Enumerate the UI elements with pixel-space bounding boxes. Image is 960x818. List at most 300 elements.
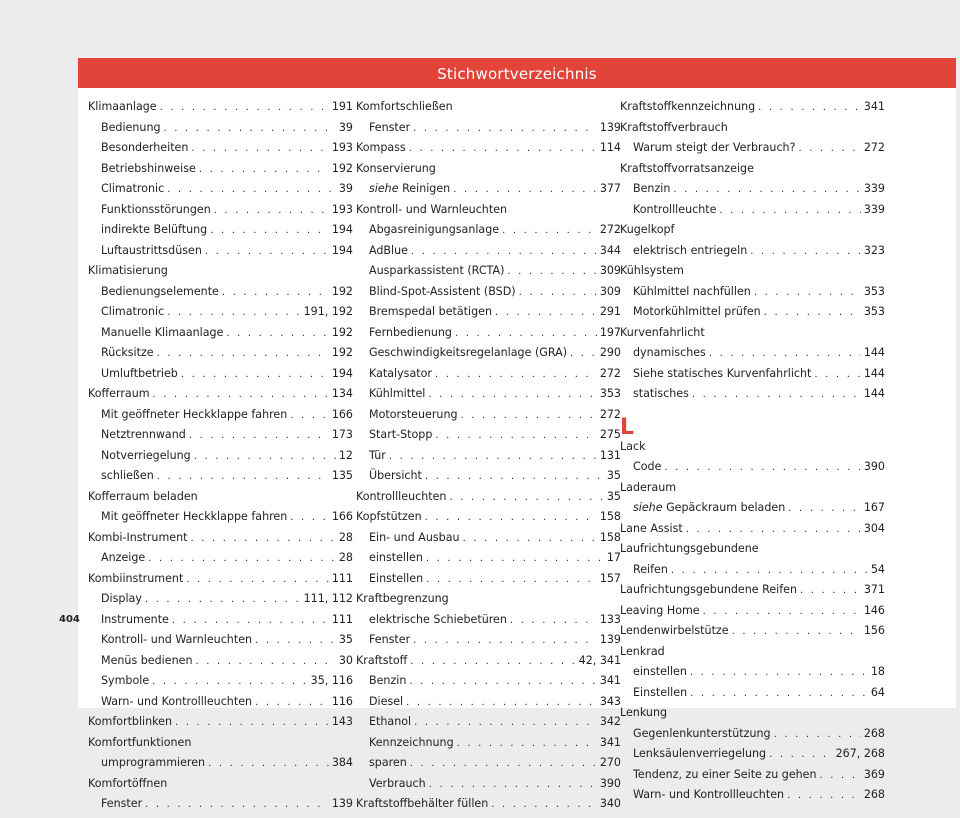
page-reference: 353	[863, 284, 885, 298]
entry-text: Katalysator	[369, 366, 432, 380]
page-reference: 290	[599, 346, 621, 359]
index-subentry	[356, 449, 621, 470]
entry-label	[101, 223, 207, 236]
page-reference: 139	[599, 120, 621, 134]
dot-leader	[425, 512, 597, 523]
dot-leader	[413, 123, 597, 134]
entry-text: Reifen	[633, 562, 668, 576]
dot-leader	[191, 143, 328, 154]
entry-text: Kurvenfahrlicht	[620, 325, 705, 339]
entry-text: Ein- und Ausbau	[369, 530, 460, 544]
index-entry	[88, 777, 353, 798]
dot-leader	[435, 430, 596, 441]
entry-text: Komfortblinken	[88, 715, 173, 728]
dot-leader	[690, 688, 868, 699]
index-entry	[88, 736, 353, 757]
entry-label	[101, 141, 188, 154]
entry-label	[633, 387, 689, 400]
index-entry	[620, 100, 885, 121]
entry-text: Mit geöffneter Heckklappe fahren	[101, 510, 288, 523]
page-reference: 12	[338, 448, 353, 462]
page-reference: 156	[863, 624, 885, 637]
dot-leader	[692, 389, 861, 400]
page-header	[78, 58, 956, 88]
page-reference: 272	[599, 223, 621, 236]
index-subentry	[88, 285, 353, 306]
dot-leader	[754, 287, 861, 298]
page-reference: 39	[338, 182, 353, 195]
index-subentry	[356, 264, 621, 285]
index-column-3	[620, 100, 885, 809]
dot-leader	[389, 451, 597, 462]
entry-text: Besonderheiten	[101, 141, 189, 154]
entry-label	[369, 244, 408, 257]
entry-text: Kühlsystem	[620, 264, 684, 277]
page-reference: 267, 268	[835, 747, 885, 760]
dot-leader	[148, 553, 336, 564]
index-column-2	[356, 100, 621, 818]
dot-leader	[428, 389, 596, 400]
entry-text: Abgasreinigungsanlage	[369, 223, 500, 236]
entry-text: einstellen	[369, 551, 423, 564]
index-entry	[620, 121, 885, 142]
entry-label	[88, 715, 172, 728]
entry-text: Ausparkassistent (RCTA)	[369, 264, 505, 277]
entry-label	[369, 736, 454, 749]
entry-label	[633, 285, 751, 298]
page-reference: 144	[863, 346, 885, 359]
index-subentry	[620, 768, 885, 789]
page-reference: 309	[599, 284, 621, 298]
page-reference: 158	[599, 510, 621, 523]
entry-label	[369, 449, 386, 462]
entry-text: Tür	[369, 448, 386, 462]
entry-text: Lenkung	[620, 706, 668, 719]
index-subentry	[356, 613, 621, 634]
entry-label	[369, 387, 425, 400]
entry-label	[101, 182, 164, 195]
page-reference: 272	[599, 407, 621, 421]
dot-leader	[190, 533, 335, 544]
page-reference: 341	[599, 735, 621, 749]
dot-leader	[449, 492, 603, 503]
index-entry	[356, 100, 621, 121]
entry-label	[633, 686, 687, 699]
page-reference: 191	[331, 100, 353, 113]
index-entry	[356, 141, 621, 162]
page-reference: 111	[331, 571, 353, 585]
entry-text: Kontroll- und Warnleuchten	[356, 202, 508, 216]
index-entry	[620, 481, 885, 502]
page-reference: 116	[331, 694, 353, 708]
index-subentry	[356, 531, 621, 552]
entry-label	[101, 695, 252, 708]
entry-label	[356, 141, 406, 154]
entry-label	[369, 551, 423, 564]
page-reference: 272	[599, 366, 621, 380]
index-subentry	[88, 408, 353, 429]
entry-label	[356, 797, 488, 810]
index-subentry	[620, 305, 885, 326]
dot-leader	[208, 758, 329, 769]
entry-label	[101, 346, 154, 359]
page-reference: 275	[599, 428, 621, 441]
dot-leader	[461, 410, 597, 421]
dot-leader	[205, 246, 329, 257]
entry-label	[101, 797, 142, 810]
dot-leader	[210, 225, 329, 236]
entry-text: elektrische Schiebetüren	[369, 612, 507, 626]
dot-leader	[409, 143, 597, 154]
index-entry	[620, 645, 885, 666]
index-subentry	[88, 633, 353, 654]
index-entry	[620, 542, 885, 563]
page-reference: 390	[863, 460, 885, 473]
entry-label	[369, 715, 411, 728]
entry-text: Manuelle Klimaanlage	[101, 325, 224, 339]
entry-text: Fenster	[101, 797, 143, 810]
index-subentry	[88, 449, 353, 470]
entry-text: Start-Stopp	[369, 428, 433, 441]
dot-leader	[502, 225, 597, 236]
dot-leader	[425, 471, 604, 482]
index-subentry	[88, 244, 353, 265]
dot-leader	[758, 102, 861, 113]
dot-leader	[167, 307, 300, 318]
entry-text: Bedienungselemente	[101, 284, 219, 298]
page-reference: 344	[599, 243, 621, 257]
dot-leader	[410, 656, 575, 667]
index-subentry	[356, 326, 621, 347]
page-reference: 35	[606, 489, 621, 503]
index-entry	[88, 572, 353, 593]
page-reference: 173	[331, 428, 353, 441]
entry-label	[369, 121, 410, 134]
page-reference: 194	[331, 223, 353, 236]
entry-label	[356, 654, 407, 667]
dot-leader	[673, 184, 860, 195]
entry-text: Motorkühlmittel prüfen	[633, 305, 761, 318]
entry-label	[369, 633, 410, 646]
entry-label	[633, 141, 795, 154]
entry-label	[369, 777, 426, 790]
index-subentry	[620, 727, 885, 748]
entry-text: Lendenwirbelstütze	[620, 624, 729, 637]
dot-leader	[199, 164, 329, 175]
index-subentry	[88, 182, 353, 203]
index-subentry	[620, 244, 885, 265]
dot-leader	[255, 635, 336, 646]
entry-label	[633, 665, 687, 678]
entry-text: Gepäckraum beladen	[666, 501, 786, 514]
index-entry	[620, 604, 885, 625]
dot-leader	[769, 749, 833, 760]
section-letter: L	[620, 414, 635, 440]
page-reference: 384	[331, 756, 353, 769]
entry-text: Konservierung	[356, 161, 436, 175]
index-entry	[620, 223, 885, 244]
entry-label	[101, 551, 145, 564]
page-reference: 134	[331, 387, 353, 400]
entry-label	[101, 674, 149, 687]
entry-label	[101, 756, 205, 769]
entry-text: Netztrennwand	[101, 428, 186, 441]
page-reference: 143	[331, 715, 353, 728]
entry-label	[369, 695, 403, 708]
entry-label	[633, 182, 670, 195]
entry-text: Menüs bedienen	[101, 653, 193, 667]
entry-text: Laufrichtungsgebundene Reifen	[620, 583, 798, 596]
entry-label	[88, 777, 167, 790]
dot-leader	[426, 553, 604, 564]
index-subentry	[88, 203, 353, 224]
entry-text: Geschwindigkeitsregelanlage (GRA)	[369, 346, 568, 359]
index-entry	[620, 326, 885, 347]
dot-leader	[195, 656, 335, 667]
dot-leader	[690, 667, 868, 678]
entry-label	[369, 346, 567, 359]
page-reference: 17	[606, 551, 621, 564]
entry-text: Display	[101, 592, 142, 605]
page-reference: 193	[331, 202, 353, 216]
page-reference: 341	[599, 674, 621, 687]
entry-text: Verbrauch	[369, 776, 426, 790]
dot-leader	[194, 451, 336, 462]
index-subentry	[356, 346, 621, 367]
page-reference: 111, 112	[303, 592, 353, 605]
dot-leader	[507, 266, 596, 277]
index-entry	[620, 162, 885, 183]
entry-label	[101, 449, 191, 462]
entry-label	[369, 756, 407, 769]
entry-text: Lenksäulenverriegelung	[633, 747, 767, 760]
index-subentry	[620, 747, 885, 768]
entry-label	[101, 121, 161, 134]
entry-label	[101, 326, 223, 339]
dot-leader	[709, 348, 861, 359]
entry-text: Rücksitze	[101, 346, 154, 359]
dot-leader	[157, 471, 329, 482]
index-subentry	[356, 572, 621, 593]
index-subentry	[620, 686, 885, 707]
index-subentry	[356, 305, 621, 326]
page-reference: 377	[599, 182, 621, 195]
page-reference: 114	[599, 141, 621, 154]
index-entry	[620, 522, 885, 543]
page-reference: 309	[599, 264, 621, 277]
index-entry	[620, 264, 885, 285]
page-reference: 131	[599, 448, 621, 462]
entry-label	[101, 469, 154, 482]
dot-leader	[290, 410, 329, 421]
entry-label	[88, 264, 168, 277]
entry-text: Laufrichtungsgebundene	[620, 542, 759, 555]
index-entry	[88, 490, 353, 511]
entry-text: Mit geöffneter Heckklappe fahren	[101, 407, 288, 421]
entry-label	[88, 531, 187, 544]
index-subentry	[620, 203, 885, 224]
page-reference: 139	[331, 797, 353, 810]
entry-text: dynamisches	[633, 346, 706, 359]
entry-label	[101, 162, 196, 175]
dot-leader	[226, 328, 328, 339]
index-subentry	[88, 797, 353, 818]
index-subentry	[356, 387, 621, 408]
dot-leader	[214, 205, 329, 216]
index-entry	[620, 583, 885, 604]
entry-text: Kontroll- und Warnleuchten	[101, 633, 253, 646]
page-reference: 270	[599, 756, 621, 769]
entry-label	[620, 121, 728, 134]
entry-text: Warn- und Kontrollleuchten	[633, 788, 785, 801]
index-subentry	[88, 141, 353, 162]
dot-leader	[463, 533, 597, 544]
entry-label	[620, 624, 729, 637]
entry-text: Komfortfunktionen	[88, 735, 192, 749]
index-subentry	[88, 756, 353, 777]
page-reference: 192	[331, 161, 353, 175]
index-entry	[356, 510, 621, 531]
page-reference: 42, 341	[578, 653, 621, 667]
page-reference: 192	[331, 284, 353, 298]
entry-text: Funktionsstörungen	[101, 202, 211, 216]
page-reference: 139	[599, 633, 621, 646]
dot-leader	[457, 738, 597, 749]
index-entry	[88, 264, 353, 285]
entry-text: Kraftstoffvorratsanzeige	[620, 161, 754, 175]
index-subentry	[356, 182, 621, 203]
entry-label	[101, 305, 164, 318]
entry-label	[88, 490, 198, 503]
entry-label	[633, 305, 761, 318]
index-subentry	[88, 592, 353, 613]
page-reference: 291	[599, 305, 621, 318]
index-subentry	[88, 346, 353, 367]
dot-leader	[719, 205, 860, 216]
dot-leader	[414, 717, 597, 728]
entry-label	[369, 428, 432, 441]
page-reference: 341	[863, 100, 885, 113]
index-subentry	[88, 613, 353, 634]
dot-leader	[570, 348, 597, 359]
entry-text: Betriebshinweise	[101, 161, 196, 175]
dot-leader	[426, 574, 597, 585]
entry-label	[369, 264, 504, 277]
index-subentry	[356, 408, 621, 429]
entry-text: Laderaum	[620, 480, 677, 494]
page-reference: 268	[863, 726, 885, 740]
page-reference: 54	[870, 562, 885, 576]
dot-leader	[172, 615, 329, 626]
entry-text: Einstellen	[369, 571, 424, 585]
see-reference: siehe	[369, 182, 399, 195]
entry-text: Kontrollleuchte	[633, 202, 717, 216]
entry-text: Fenster	[369, 633, 411, 646]
index-subentry	[88, 469, 353, 490]
index-subentry	[356, 367, 621, 388]
index-entry	[356, 490, 621, 511]
entry-text: Luftaustrittsdüsen	[101, 243, 202, 257]
entry-text: Gegenlenkunterstützung	[633, 726, 771, 740]
index-subentry	[356, 756, 621, 777]
index-entry	[88, 100, 353, 121]
dot-leader	[787, 790, 861, 801]
index-subentry	[88, 510, 353, 531]
dot-leader	[411, 246, 597, 257]
index-subentry	[620, 141, 885, 162]
entry-text: AdBlue	[369, 243, 408, 257]
entry-label	[101, 203, 211, 216]
page-reference: 39	[338, 120, 353, 134]
entry-label	[633, 768, 817, 781]
page-reference: 28	[338, 551, 353, 564]
index-subentry	[356, 551, 621, 572]
index-subentry	[88, 367, 353, 388]
page-reference: 268	[863, 788, 885, 801]
entry-text: Ethanol	[369, 715, 412, 728]
index-page	[78, 58, 956, 810]
entry-text: Fernbedienung	[369, 325, 452, 339]
entry-text: Kofferraum beladen	[88, 489, 198, 503]
index-column-1	[88, 100, 353, 818]
dot-leader	[413, 635, 597, 646]
index-subentry	[88, 223, 353, 244]
index-subentry	[88, 162, 353, 183]
index-subentry	[88, 121, 353, 142]
entry-text: Warum steigt der Verbrauch?	[633, 141, 796, 154]
entry-label	[101, 367, 178, 380]
page-reference: 193	[331, 141, 353, 154]
page-reference: 167	[863, 501, 885, 514]
index-entry	[620, 440, 885, 461]
page-reference: 343	[599, 694, 621, 708]
dot-leader	[732, 626, 861, 637]
entry-text: Anzeige	[101, 551, 146, 564]
entry-label	[633, 727, 771, 740]
entry-label	[633, 203, 716, 216]
index-subentry	[88, 674, 353, 695]
entry-text: statisches	[633, 387, 689, 400]
entry-label	[101, 285, 219, 298]
entry-text: Umluftbetrieb	[101, 366, 178, 380]
index-subentry	[356, 223, 621, 244]
index-subentry	[620, 460, 885, 481]
entry-label	[620, 604, 700, 617]
index-subentry	[620, 182, 885, 203]
dot-leader	[764, 307, 861, 318]
entry-text: indirekte Belüftung	[101, 223, 208, 236]
entry-text: Benzin	[633, 182, 671, 195]
dot-leader	[429, 779, 597, 790]
entry-text: Instrumente	[101, 612, 169, 626]
page-reference: 192	[331, 325, 353, 339]
see-reference: siehe	[633, 501, 663, 514]
entry-label	[88, 100, 157, 113]
index-subentry	[356, 244, 621, 265]
entry-label	[356, 162, 436, 175]
index-subentry	[356, 633, 621, 654]
entry-text: Warn- und Kontrollleuchten	[101, 694, 253, 708]
entry-text: Leaving Home	[620, 603, 700, 617]
entry-text: Siehe statisches Kurvenfahrlicht	[633, 366, 812, 380]
index-entry	[620, 624, 885, 645]
entry-text: Notverriegelung	[101, 448, 191, 462]
index-subentry	[356, 469, 621, 490]
entry-text: Übersicht	[369, 469, 422, 482]
page-reference: 390	[599, 776, 621, 790]
page-reference: 18	[870, 665, 885, 678]
entry-label	[101, 613, 169, 626]
